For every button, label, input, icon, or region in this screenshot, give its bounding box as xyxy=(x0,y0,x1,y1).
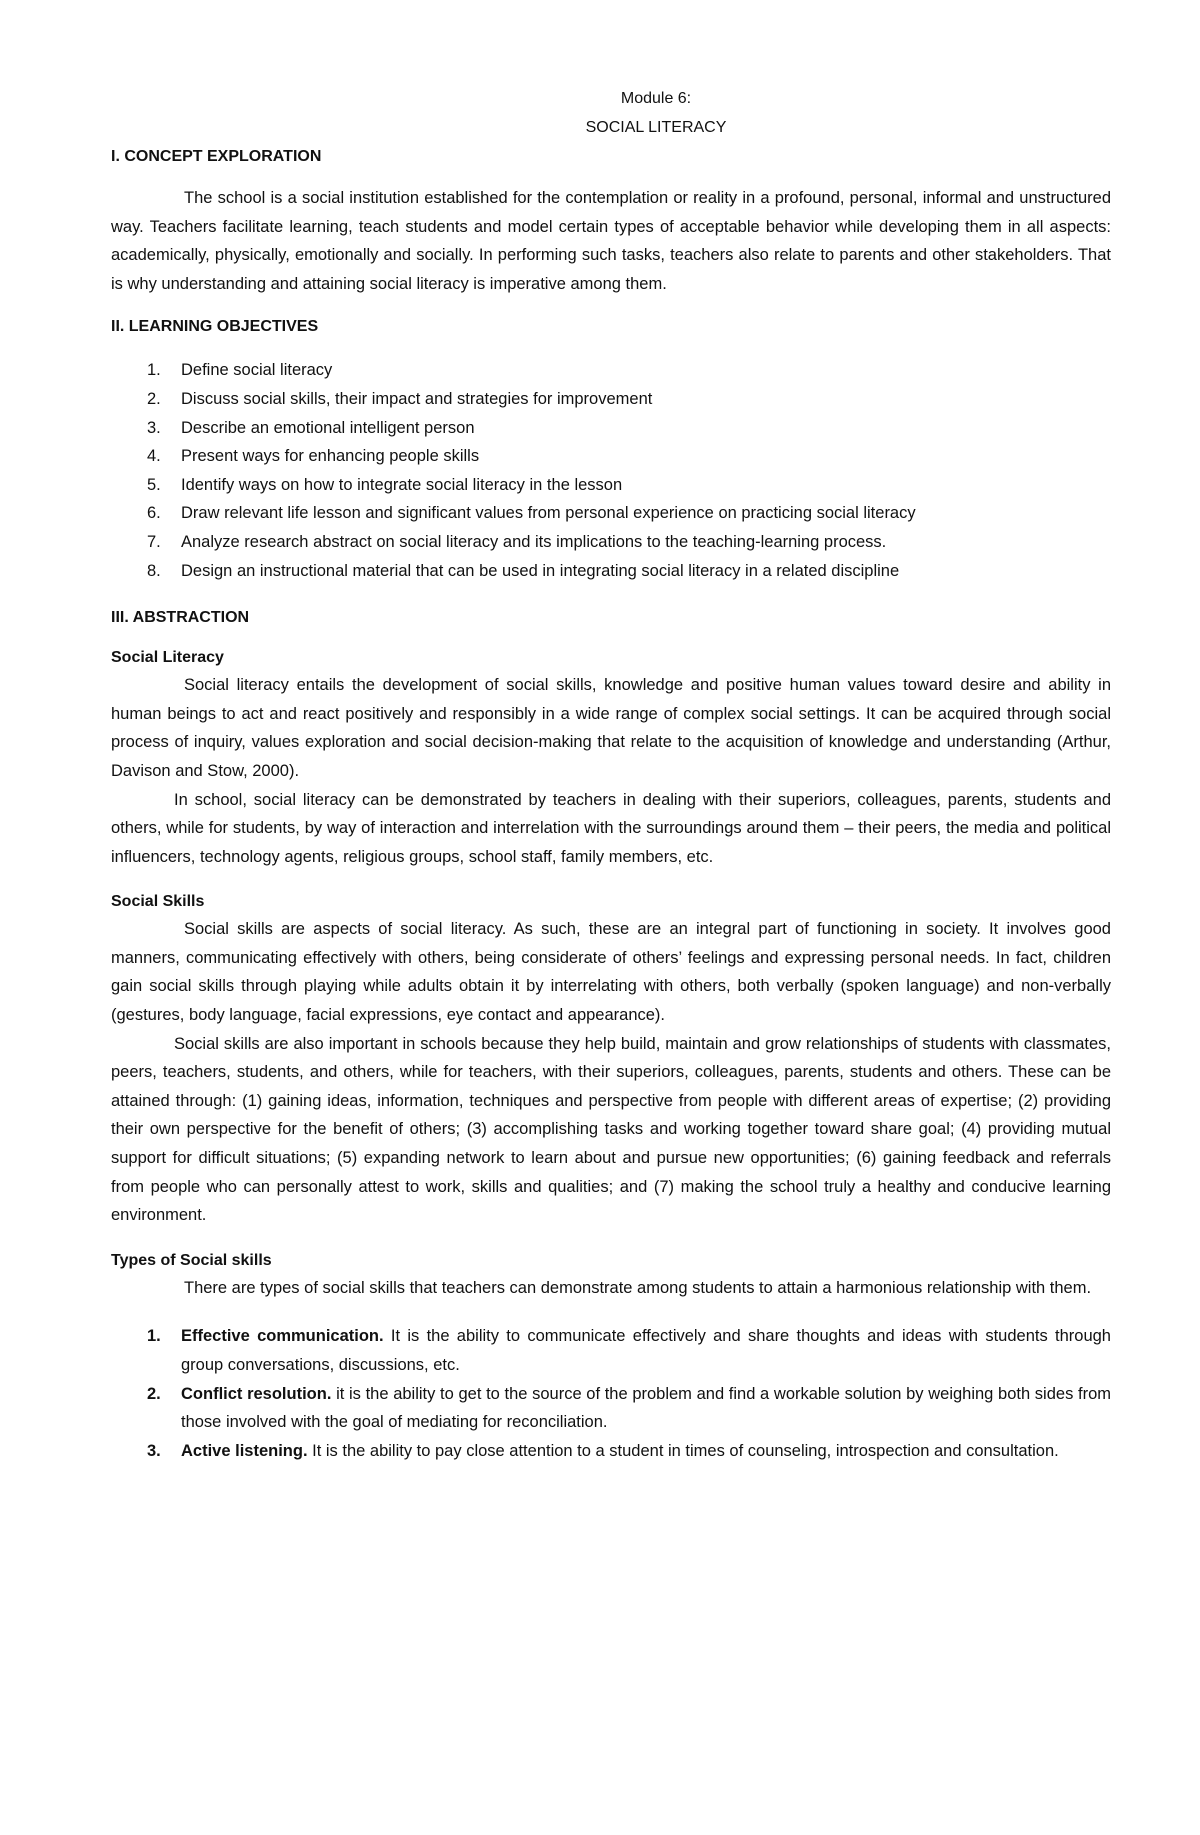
social-skills-paragraph-2: Social skills are also important in schools because they help build, maintain and grow relationships of students with classmates, peers, teachers, students, and others, while for teachers, with their superiors, colleagues, parents, students and others. These can be attained through: (1) gaining ideas, information, techniques and perspective from people with different areas of expertise; (2) providing their own perspective for the benefit of others; (3) accomplishing tasks and working together toward share goal; (4) providing mutual support for difficult situations; (5) expanding network to learn about and pursue new opportunities; (6) gaining feedback and referrals from people who can personally attest to work, skills and qualities; and (7) making the school truly a healthy and conducive learning environment. xyxy=(111,1034,1111,1225)
types-intro-paragraph: There are types of social skills that teachers can demonstrate among students to attain a harmonious relationship with them. xyxy=(184,1278,1092,1297)
list-item: 4. Present ways for enhancing people skills xyxy=(147,447,480,466)
concept-paragraph: The school is a social institution established for the contemplation or reality in a profound, personal, informal and unstructured way. Teachers facilitate learning, teach students and model certain types of acceptable behavior while developing them in all aspects: academically, physically, emotionally and socially. In performing such tasks, teachers also relate to parents and other stakeholders. That is why understanding and attaining social literacy is imperative among them. xyxy=(111,189,1111,293)
objectives-list xyxy=(111,356,1111,585)
document-page xyxy=(111,84,1111,1465)
list-item: 3. Active listening. It is the ability to pay close attention to a student in times of counseling, introspection and consultation. xyxy=(147,1441,1059,1460)
list-item: 7. Analyze research abstract on social literacy and its implications to the teaching-learning process. xyxy=(147,532,887,551)
list-item: 3. Describe an emotional intelligent person xyxy=(147,418,475,437)
list-item: 1. Define social literacy xyxy=(147,361,333,380)
subheading-social-literacy: Social Literacy xyxy=(111,649,224,667)
list-item: 2. Discuss social skills, their impact and strategies for improvement xyxy=(147,389,653,408)
social-skills-types-list xyxy=(111,1322,1111,1465)
list-item: 1. Effective communication. It is the ability to communicate effectively and share thoughts and ideas with students through group conversations, discussions, etc. xyxy=(147,1327,1111,1374)
subheading-types-of-social-skills: Types of Social skills xyxy=(111,1251,272,1269)
section-heading-objectives: II. LEARNING OBJECTIVES xyxy=(111,318,319,336)
list-item: 8. Design an instructional material that can be used in integrating social literacy in a related discipline xyxy=(147,561,900,580)
list-item: 6. Draw relevant life lesson and significant values from personal experience on practicing social literacy xyxy=(147,504,916,523)
module-number: Module 6: xyxy=(620,90,692,107)
section-heading-concept: I. CONCEPT EXPLORATION xyxy=(111,148,322,165)
social-literacy-paragraph-2: In school, social literacy can be demonstrated by teachers in dealing with their superiors, colleagues, parents, students and others, while for students, by way of interaction and interrelation with the surroundings around them – their peers, the media and political influencers, technology agents, religious groups, school staff, family members, etc. xyxy=(111,790,1111,866)
subheading-social-skills: Social Skills xyxy=(111,893,205,911)
list-item: 5. Identify ways on how to integrate social literacy in the lesson xyxy=(147,475,623,494)
social-literacy-paragraph-1: Social literacy entails the development of social skills, knowledge and positive human values toward desire and ability in human beings to act and react positively and responsibly in a wide range of complex social settings. It can be acquired through social process of inquiry, values exploration and social decision-making that relate to the acquisition of knowledge and understanding (Arthur, Davison and Stow, 2000). xyxy=(111,676,1111,780)
section-heading-abstraction: III. ABSTRACTION xyxy=(111,609,250,627)
module-title: SOCIAL LITERACY xyxy=(585,119,727,136)
social-skills-paragraph-1: Social skills are aspects of social literacy. As such, these are an integral part of functioning in society. It involves good manners, communicating effectively with others, being considerate of others’ feelings and expressing personal needs. In fact, children gain social skills through playing while adults obtain it by interrelating with others, both verbally (spoken language) and non-verbally (gestures, body language, facial expressions, eye contact and appearance). xyxy=(111,920,1111,1025)
list-item: 2. Conflict resolution. it is the ability to get to the source of the problem and find a workable solution by weighing both sides from those involved with the goal of mediating for reconciliation. xyxy=(147,1384,1111,1432)
